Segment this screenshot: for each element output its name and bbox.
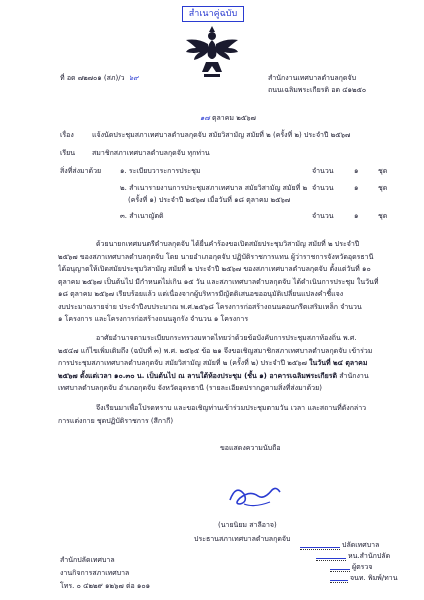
body-line: ๒๕๖๗ ของสภาเทศบาลตำบลกุดจับ โดย นายอำเภอกุดจับ ปฏิบัติราชการแทน ผู้ว่าราชการจังหวัดอุดรธานี — [58, 252, 374, 261]
approval-dotted-line — [316, 560, 346, 561]
garuda-emblem-icon — [184, 22, 240, 80]
footer-phone: โทร. ๐ ๔๒๒๙ ๑๒๖๗ ต่อ ๑๐๑ — [60, 582, 151, 590]
approval-dotted-line — [330, 571, 350, 572]
salutation-label: เรียน — [60, 149, 76, 157]
approval-mark — [300, 547, 340, 548]
body-line: ตุลาคม ๒๕๖๗ เป็นต้นไป มีกำหนดไม่เกิน ๑๕ วัน และสภาเทศบาลตำบลกุดจับ ได้ดำเนินการประชุม ในวันที่ — [58, 277, 379, 286]
body-paragraph-3 — [58, 402, 388, 427]
approval-dotted-line — [330, 582, 348, 583]
approval-dotted-line — [300, 549, 340, 550]
attachment-unit: ชุด — [378, 184, 388, 192]
body-paragraph-2 — [58, 332, 388, 395]
footer-subdept: งานกิจการสภาเทศบาล — [60, 569, 130, 577]
subject-label: เรื่อง — [60, 131, 74, 139]
attachment-unit: ชุด — [378, 167, 388, 175]
signer-title: ประธานสภาเทศบาลตำบลกุดจับ — [194, 535, 291, 543]
body-line: จึงเรียนมาเพื่อโปรดทราบ และขอเชิญท่านเข้าร่วมประชุมตามวัน เวลา และสถานที่ดังกล่าว — [96, 404, 367, 412]
attachment-item: ๑. ระเบียบวาระการประชุม — [120, 167, 201, 175]
body-paragraph-1 — [58, 238, 388, 326]
attachment-qty: ๑ — [354, 184, 359, 192]
attachment-unit: ชุด — [378, 212, 388, 220]
approval-role: ผู้ตรวจ — [352, 563, 373, 571]
body-line: เทศบาลตำบลกุดจับ อำเภอกุดจับ จังหวัดอุดรธานี (รายละเอียดปรากฏตามสิ่งที่ส่งมาด้วย) — [58, 384, 322, 392]
approval-mark — [316, 558, 346, 559]
attachment-qty-label: จำนวน — [312, 184, 334, 192]
body-line: ได้อนุญาตให้เปิดสมัยประชุมวิสามัญ สมัยที่ ๒ ประจำปี ๒๕๖๗ ของสภาเทศบาลตำบลกุดจับ ตั้งแต่วันที่ ๑๐ — [58, 265, 371, 273]
subject-text: แจ้งนัดประชุมสภาเทศบาลตำบลกุดจับ สมัยวิสามัญ สมัยที่ ๒ (ครั้งที่ ๒) ประจำปี ๒๕๖๗ — [92, 131, 351, 139]
body-line: การประชุมสภาเทศบาลตำบลกุดจับ สมัยวิสามัญ สมัยที่ ๒ (ครั้งที่ ๒) ประจำปี ๒๕๖๗ ในวันที่ ๒๔ ตุลาคม — [58, 359, 368, 367]
attachments-label: สิ่งที่ส่งมาด้วย — [60, 167, 102, 175]
body-line: ๑๘ ตุลาคม ๒๕๖๗ เรียบร้อยแล้ว แต่เนื่องจากผู้บริหารมีญัตติเสนอขออนุมัติเปลี่ยนแปลงคำชี้แจง — [58, 290, 344, 298]
approval-mark — [330, 569, 350, 570]
office-name: สำนักงานเทศบาลตำบลกุดจับ — [268, 74, 357, 82]
attachment-item: ๒. สำเนารายงานการประชุมสภาเทศบาล สมัยวิสามัญ สมัยที่ ๒ — [120, 184, 308, 192]
attachment-item-line2: (ครั้งที่ ๑) ประจำปี ๒๕๖๗ เมื่อวันที่ ๑๘ ตุลาคม ๒๕๖๗ — [128, 196, 291, 204]
body-line: ๑ โครงการ และโครงการก่อสร้างถนนลูกรัง จำนวน ๑ โครงการ — [58, 315, 249, 323]
approval-mark — [330, 580, 348, 581]
attachment-qty-label: จำนวน — [312, 212, 334, 220]
body-line: ด้วยนายกเทศมนตรีตำบลกุดจับ ได้ยื่นคำร้องขอเปิดสมัยประชุมวิสามัญ สมัยที่ ๒ ประจำปี — [96, 240, 360, 248]
salutation-text: สมาชิกสภาเทศบาลตำบลกุดจับ ทุกท่าน — [92, 149, 210, 157]
body-line: อาศัยอำนาจตามระเบียบกระทรวงมหาดไทยว่าด้วยข้อบังคับการประชุมสภาท้องถิ่น พ.ศ. — [96, 334, 357, 342]
letter-date: ๑๗ ตุลาคม ๒๕๖๗ — [200, 114, 256, 122]
approval-role: หน.สำนักปลัด — [348, 552, 391, 560]
body-line: งบประมาณรายจ่าย ประจำปีงบประมาณ พ.ศ.๒๕๖๘ โครงการก่อสร้างถนนคอนกรีตเสริมเหล็ก จำนวน — [58, 302, 362, 311]
approval-role: จนท. พิมพ์/ทาน — [350, 574, 398, 582]
doc-number-handwritten: ๖๙ — [128, 74, 139, 82]
doc-number: ที่ อด ๗๒๗๐๑ (สภ)/ว ๖๙ — [60, 74, 139, 82]
closing-respect: ขอแสดงความนับถือ — [220, 444, 281, 452]
copy-stamp: สำเนาคู่ฉบับ — [182, 6, 244, 22]
approval-role: ปลัดเทศบาล — [342, 541, 380, 549]
attachment-qty: ๑ — [354, 212, 359, 220]
signature-icon — [224, 480, 284, 510]
body-line: ๒๕๔๗ แก้ไขเพิ่มเติมถึง (ฉบับที่ ๓) พ.ศ. ๒๕๖๕ ข้อ ๒๑ จึงขอเชิญสมาชิกสภาเทศบาลตำบลกุดจับ เข้าร่วม — [58, 346, 373, 355]
attachment-item: ๓. สำเนาญัตติ — [120, 212, 164, 220]
footer-dept: สำนักปลัดเทศบาล — [60, 556, 115, 564]
date-day-handwritten: ๑๗ — [200, 114, 210, 122]
attachment-qty-label: จำนวน — [312, 167, 334, 175]
body-line: การแต่งกาย ชุดปฏิบัติราชการ (สีกากี) — [58, 416, 174, 425]
attachment-qty: ๑ — [354, 167, 359, 175]
office-address: ถนนเฉลิมพระเกียรติ อด ๔๑๒๕๐ — [268, 86, 367, 94]
body-line: ๒๕๖๗ ตั้งแต่เวลา ๑๐.๓๐ น. เป็นต้นไป ณ ลานใต้ห้องประชุม (ชั้น ๑) อาคารเฉลิมพระเกียรติ สำนักงาน — [58, 371, 369, 380]
signer-name: (นายนิยม สาลีอาจ) — [218, 521, 277, 529]
